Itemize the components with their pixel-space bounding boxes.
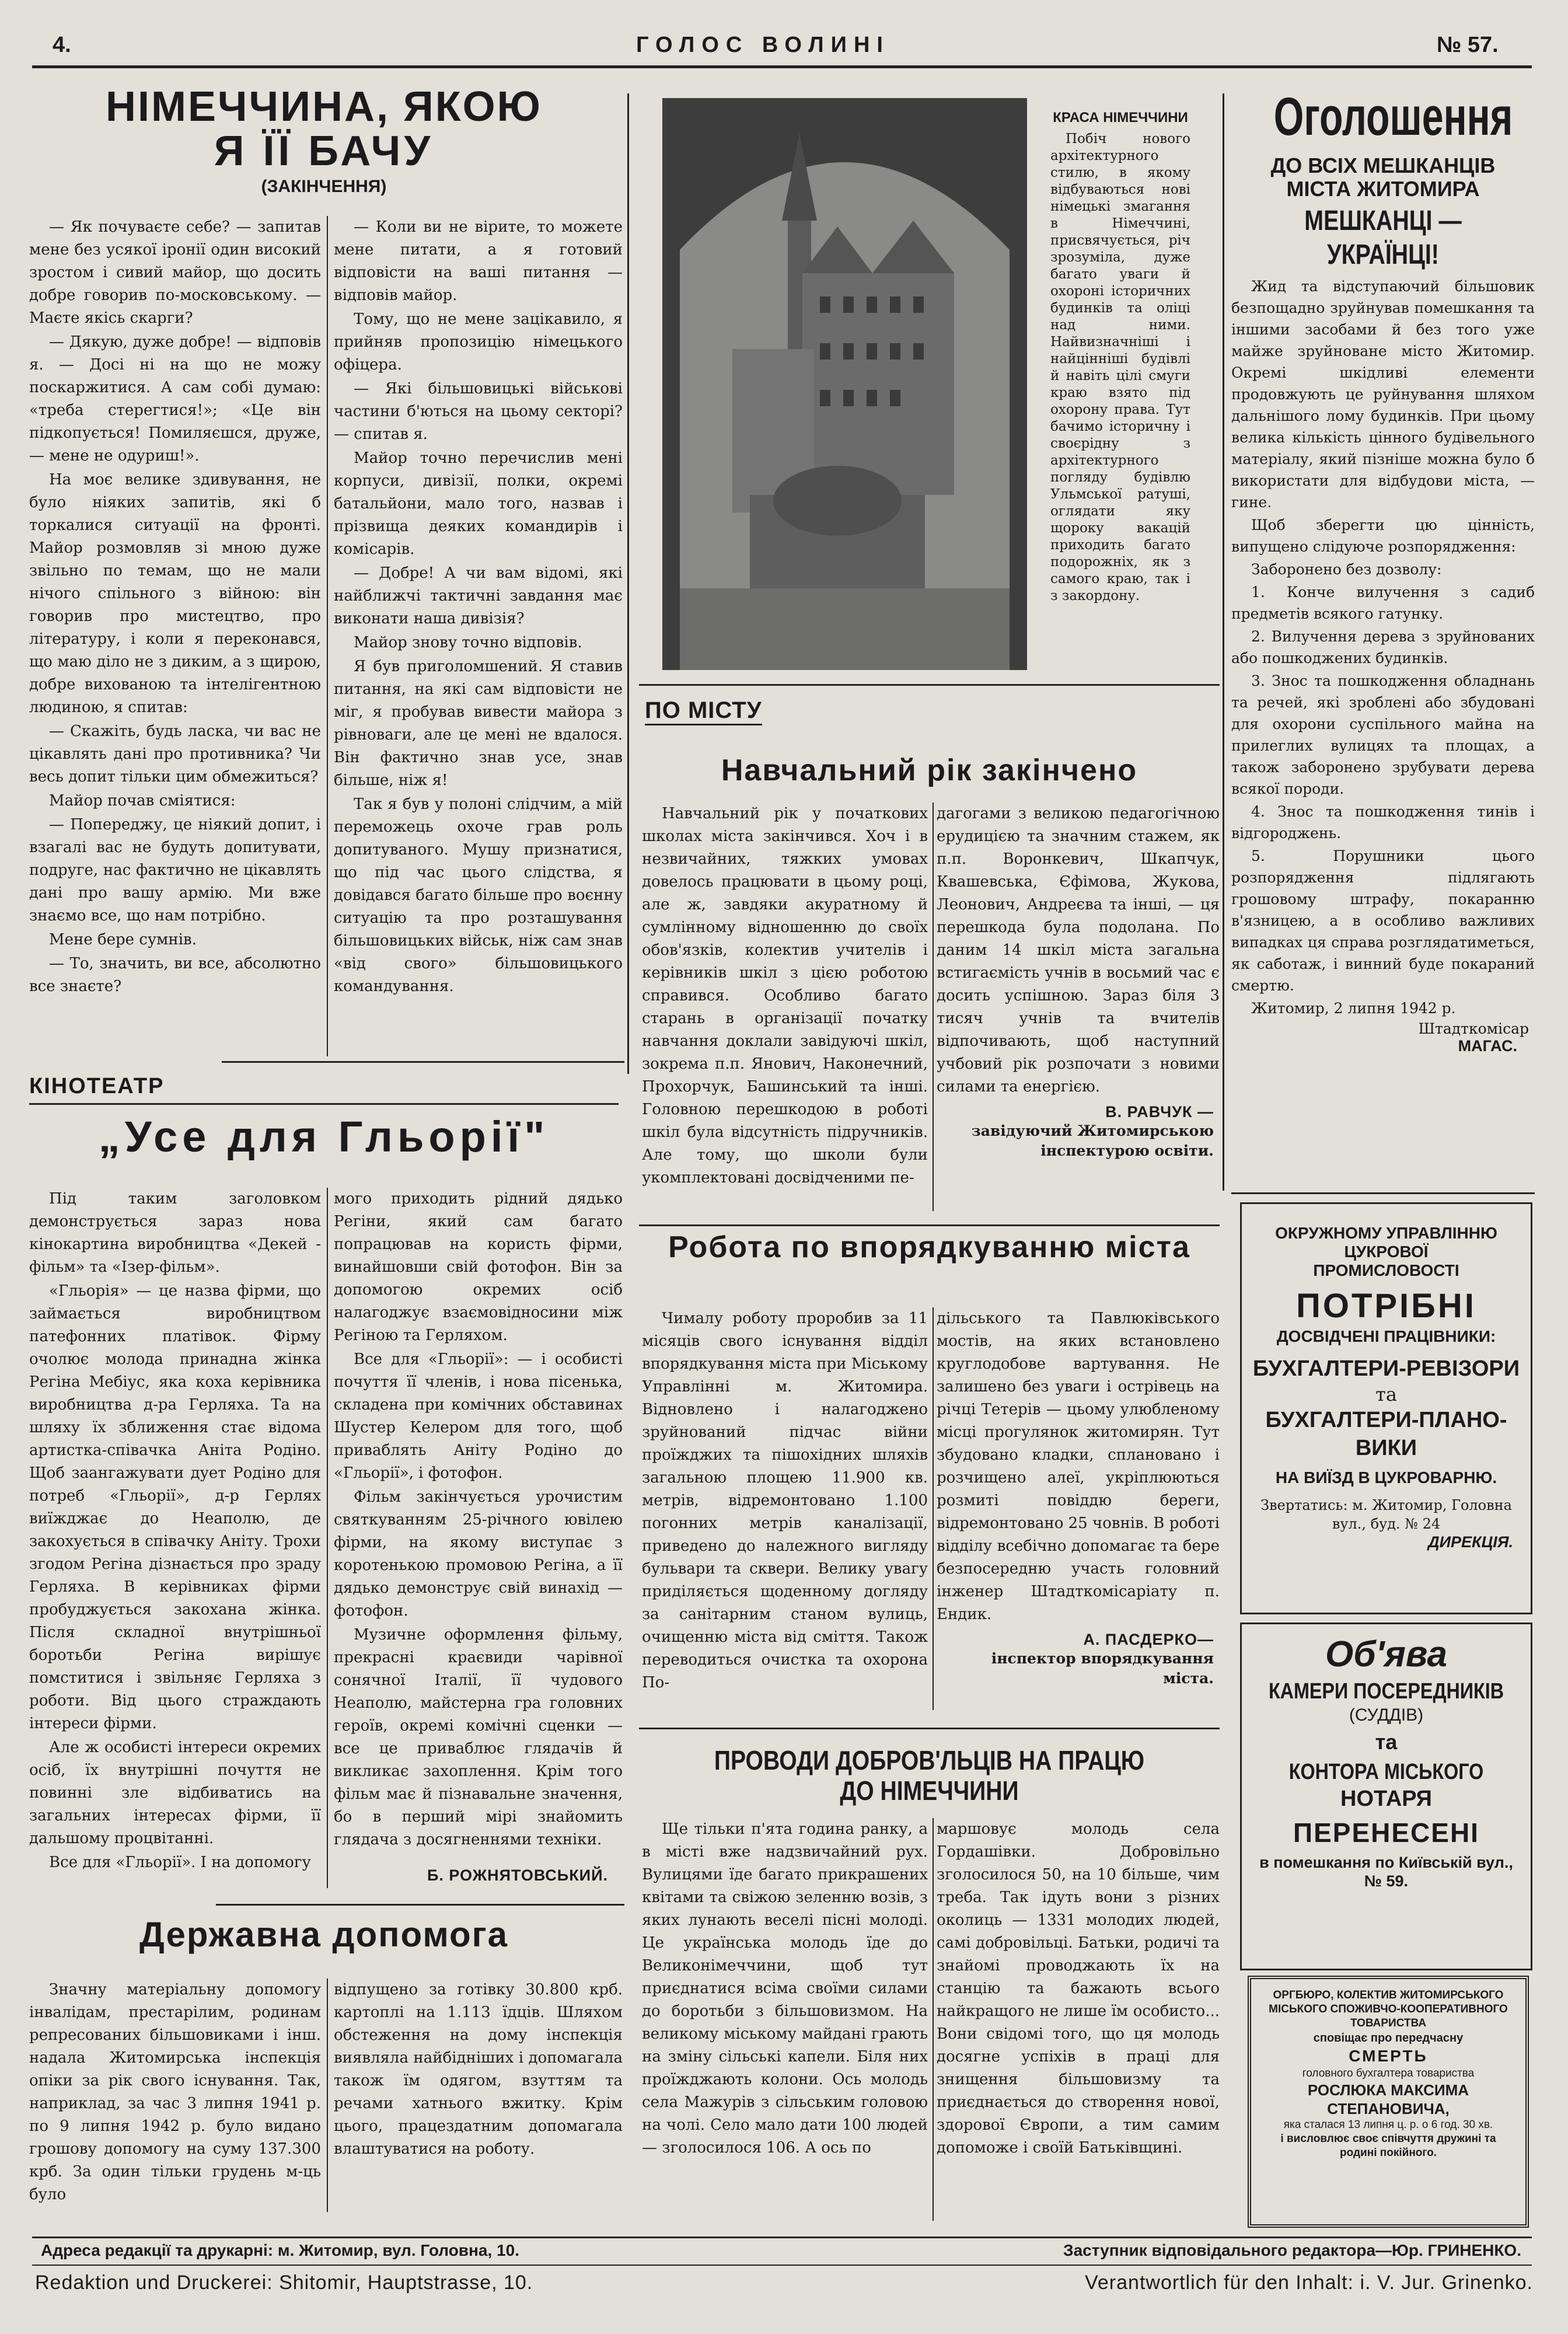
- paragraph: Майор почав сміятися:: [49, 792, 236, 810]
- announcement-title: Оголошення: [1273, 88, 1513, 146]
- footer-editor-de: Verantwortlich für den Inhalt: i. V. Jur. Grinenko.: [1085, 2272, 1533, 2294]
- paragraph: Значну матеріальну допомогу інвалідам, престарілим, родинам репресованих більшовиками і інш. надала Житомирська інспекція опіки за рік свого існування. Так, наприклад, за час 3 липня 1941 р. по 9 липня 1942 р. було видано грошову допомогу на суму 137.300 крб. За один тільки грудень м-ць було: [29, 1981, 321, 2203]
- obituary-org: ОРГБЮРО, КОЛЕКТИВ ЖИТОМИРСЬКОГО МІСЬКОГО СПОЖИВЧО-КООПЕРАТИВНОГО ТОВАРИСТВА: [1269, 1989, 1508, 2029]
- work-title: Робота по впорядкуванню міста: [668, 1230, 1190, 1264]
- notary-line-sub: (СУДДІВ): [1349, 1705, 1424, 1725]
- ad-position: БУХГАЛТЕРИ-РЕВІЗОРИ: [1252, 1356, 1520, 1381]
- school-author-role: завідуючий Житомирською інспектурою освіти.: [971, 1122, 1214, 1159]
- ad-position: БУХГАЛТЕРИ-ПЛАНО-: [1265, 1408, 1507, 1432]
- paragraph: — Добре! А чи вам відомі, які найближчі тактичні завдання має виконати наша дивізія?: [334, 564, 623, 627]
- ad-address: Звертатись: м. Житомир, Головна вул., буд. № 24: [1260, 1497, 1512, 1532]
- announcement-item: 4. Знос та пошкодження тинів і відгороджень.: [1231, 803, 1535, 842]
- kino-col1: [29, 1188, 321, 1911]
- paragraph: Так я був у полоні слідчим, а мій переможець охоче грав роль допитуваного. Мушу признатися, що під час цього слідства, я довідався багато більше про воєнну ситуацію та про розташування більшовицьких військ, ніж сам знав «від свого» більшовицького командування.: [334, 796, 623, 995]
- announcement-item: 1. Конче вилучення з садиб предметів всякого гатунку.: [1231, 584, 1535, 622]
- aid-col2: [334, 1979, 623, 2230]
- ad-position-line2: ВИКИ: [1355, 1436, 1417, 1460]
- work-col2: [937, 1307, 1220, 1716]
- paragraph: мого приходить рідний дядько Регіни, який сам багато попрацював на користь фірми, винайшовши свій фотофон. Він за допомогою окремих осіб налагоджує взаємовідносини між Регіною та Герляхом.: [334, 1190, 623, 1344]
- paragraph: — Попереджу, це ніякий допит, і взагалі вас не будуть допитувати, подруге, нас фактично не цікавлять дані про вашу армію. Ми вже знаємо все, що нам потрібно.: [29, 816, 321, 924]
- obituary-death: СМЕРТЬ: [1349, 2047, 1428, 2065]
- issue-number: № 57.: [1437, 33, 1499, 57]
- announcement-item: 3. Знос та пошкодження обладнань та речей, які зроблені або збудовані для охорони суспільного майна на прилеглих вулицях та площах, а також заборонено зрубувати дерева всякої породи.: [1231, 672, 1535, 797]
- announcement-purpose: Щоб зберегти цю цінність, випущено слідуюче розпорядження:: [1231, 517, 1535, 555]
- footer-rule: [32, 2265, 1532, 2266]
- notary-and: та: [1375, 1730, 1398, 1754]
- ad-signer: ДИРЕКЦІЯ.: [1428, 1533, 1513, 1551]
- ad-travel: НА ВИЇЗД В ЦУКРОВАРНЮ.: [1275, 1468, 1497, 1487]
- paragraph: Я був приголомшений. Я ставив питання, на які сам відповісти не міг, я пробував вивести майора з рівноваги, але це мені не вдалося. Він фактично знав усе, знав більше, ніж я!: [334, 658, 623, 789]
- vertical-rule: [1223, 93, 1224, 1191]
- notary-moved: ПЕРЕНЕСЕНІ: [1293, 1817, 1479, 1848]
- ad-to-line3: ПРОМИСЛОВОСТІ: [1313, 1261, 1459, 1279]
- page-number: 4.: [53, 33, 71, 57]
- section-rule: [29, 1103, 619, 1105]
- paragraph: Музичне оформлення фільму, прекрасні краєвиди чарівної сонячної Італії, її чудового Неаполю, майстерна гра головних героїв, окремі комічні сценки — все це приваблює глядачів й викликає захоплення. Крім того фільм має й пізнавальне значення, бо в перший мірі знайомить глядача з досягненнями техніки.: [334, 1626, 623, 1848]
- paragraph: На моє велике здивування, не було ніяких запитів, які б торкалися ситуації на фронті. Майор розмовляв зі мною дуже звільно по темам, що не мали нічого спільного з війною: він говорив про мистецтво, про літературу, і коли я переконався, що маю діло не з диким, а з щирою, добре вихованою та інтелігентною людиною, я спитав:: [29, 471, 321, 716]
- column-rule: [327, 1979, 328, 2212]
- paragraph: — Які більшовицькі військові частини б'ються на цьому секторі? — спитав я.: [334, 380, 623, 443]
- section-rule: [639, 684, 1220, 686]
- announcement-signer: МАГАС.: [1458, 1037, 1517, 1055]
- announcement-item: 2. Вилучення дерева з зруйнованих або пошкоджених будинків.: [1231, 628, 1535, 667]
- announcement-to-line2: МІСТА ЖИТОМИРА: [1286, 177, 1480, 201]
- newspaper-title: ГОЛОС ВОЛИНІ: [636, 33, 890, 57]
- column-rule: [327, 1188, 328, 1888]
- photo-illustration: [662, 98, 1027, 670]
- paragraph: Фільм закінчується урочистим святкуванням 25-річного ювілею фірми, на якому виступає з коротенькою промовою Регіна, а її дядько демонструє свій винахід — фотофон.: [334, 1488, 623, 1620]
- column-rule: [327, 216, 328, 1056]
- section-rule: [222, 1061, 624, 1063]
- paragraph: дагогами з великою педагогічною ерудицією та значним стажем, як п.п. Воронкевич, Шкапчук, Квашевська, Єфімова, Жукова, Леонович, Андреєва та інші, — ця перешкода була подолана. По даним 14 шкіл міста загальна встигаємість учнів в восьмий час є досить успішною. Зараз біля 3 тисяч учнів та вчителів відпочивають, щоб наступний учбовий рік розпочати з новими силами та енергією.: [937, 805, 1220, 1096]
- volunteers-title: ПРОВОДИ ДОБРОВ'ЛЬЦІВ НА ПРАЦЮ: [714, 1745, 1145, 1775]
- volunteers-title-line2: ДО НІМЕЧЧИНИ: [840, 1775, 1019, 1806]
- work-author-role: інспектор впорядкування міста.: [991, 1650, 1214, 1687]
- notary-line: КАМЕРИ ПОСЕРЕДНИКІВ: [1268, 1679, 1504, 1704]
- paragraph: Ще тільки п'ята година ранку, а в місті вже надзвичайний рух. Вулицями їде багато прикрашених квітами та свіжою зеленню возів, з яких лунають веселі пісні молоді. Це українська молодь їде до Великонімеччини, щоб тут приєднатися всіма своїми силами до боротьби з більшовизмом. На великому міському майдані грають на зміну сільські капели. Біля них проїжджають колони. Ось молодь села Мажурів з сільським головою на чолі. Село мало дати 100 людей — зголосилося 106. А ось по: [642, 1820, 928, 2157]
- school-col2: [937, 803, 1220, 1223]
- column-rule: [933, 803, 934, 1211]
- paragraph: дільського та Павлюківського мостів, на яких встановлено круглодобове вартування. Не залишено без уваги і острівець на річці Тетерів — цьому улюбленому місці прогулянок житомирян. Тут збудовано кладки, сплановано і розчищено алеї, укріплюються розмиті повіддю береги, відремонтовано 25 човнів. В роботі відділу всебічно допомагає та бере безпосередню участь головний інженер Штадткомісаріату п. Ендик.: [937, 1310, 1220, 1623]
- work-col1: [642, 1307, 928, 1716]
- school-author: В. РАВЧУК —: [1105, 1103, 1214, 1121]
- school-title: Навчальний рік закінчено: [721, 753, 1138, 787]
- obituary: [1248, 1976, 1529, 2228]
- ad-needed: ПОТРІБНІ: [1296, 1287, 1476, 1325]
- article-title: НІМЕЧЧИНА, ЯКОЮ: [106, 83, 542, 130]
- kino-title: „Усе для Гльорії": [98, 1112, 550, 1161]
- paragraph: Чималу роботу проробив за 11 місяців свого існування відділ впорядкування міста при Міському Управлінні м. Житомира. Відновлено і налагоджено зруйнований підчас війни проїжджих та пішохідних шляхів загальною площею 11.900 кв. метрів, відремонтовано 1.100 погонних метрів каналізації, приведено до належного вигляду бульвари та сквери. Велику увагу приділяється щоденному догляду за санітарним станом вулиць, очищенню міста від сміття. Також переводиться очистка та охорона По-: [642, 1310, 928, 1691]
- kino-col2: [334, 1188, 623, 1888]
- obituary-message: сповіщає про передчасну: [1313, 2032, 1464, 2045]
- aid-col1: [29, 1979, 321, 2230]
- volunteers-col2: [937, 1818, 1220, 2227]
- footer-rule: [32, 2237, 1532, 2238]
- announcement-intro: Жид та відступаючий більшовик безпощадно зруйнував помешкання та іншими засобами й без того уже майже зруйноване місто Житомир. Окремі шкідливі елементи продовжують це руйнування шляхом дальнішого лому будинків. При цьому велика кількість цінного будівельного матеріалу, який пізніше можна було б використати для відбудови міста, — гине.: [1231, 278, 1535, 511]
- announcement-signer-title: Штадткомісар: [1418, 1020, 1529, 1037]
- announcement-forbidden: Заборонено без дозволу:: [1251, 561, 1442, 578]
- ad-notary: [1240, 1623, 1532, 1970]
- paragraph: маршовує молодь села Гордашівки. Добровільно зголосилося 50, на 10 більше, чим треба. Так ідуть вони з різних околиць — 1331 молодих людей, самі добровільці. Батьки, родичі та знайомі проводжають їх на станцію та бажають всього найкращого не лише їм особисто... Вони свідомі того, що ця молодь досягне успіхів в праці для знищення більшовизму та приєднається до створення нової, здорової Європи, а тим самим допоможе і своїй Батьківщині.: [937, 1820, 1220, 2157]
- volunteers-col1: [642, 1818, 928, 2227]
- caption-title: КРАСА НІМЕЧЧИНИ: [1053, 110, 1188, 125]
- footer-address-de: Redaktion und Druckerei: Shitomir, Hauptstrasse, 10.: [35, 2272, 533, 2294]
- notary-title: Об'ява: [1325, 1634, 1447, 1674]
- vertical-rule: [627, 93, 629, 1074]
- ad-to: ОКРУЖНОМУ УПРАВЛІННЮ: [1275, 1224, 1497, 1242]
- paragraph: Все для «Гльорії»: — і особисті почуття її членів, і нова пісенька, складена при комічних обставинах Шустер Келером для того, щоб приваблять Аніту Родіно до «Гльорії», і фотофон.: [334, 1351, 623, 1482]
- notary-line: НОТАРЯ: [1340, 1787, 1432, 1811]
- aid-title: Державна допомога: [139, 1915, 508, 1954]
- paragraph: Мене бере сумнів.: [49, 931, 197, 948]
- paragraph: — Скажіть, будь ласка, чи вас не цікавлять дані про противника? Чи весь допит тільки цим обмежиться?: [29, 723, 321, 786]
- paragraph: Майор знову точно відповів.: [354, 634, 582, 651]
- ad-sugar-industry: [1240, 1202, 1532, 1614]
- paragraph: Під таким заголовком демонструється зараз нова кінокартина виробництва «Декей - фільм» та «Ізер-фільм».: [29, 1190, 321, 1276]
- footer-address-ua: Адреса редакції та друкарні: м. Житомир, вул. Головна, 10.: [41, 2241, 519, 2259]
- notary-line: КОНТОРА МІСЬКОГО: [1288, 1760, 1484, 1784]
- header-rule: [32, 65, 1532, 68]
- paragraph: Тому, що не мене зацікавило, я прийняв пропозицію німецького офіцера.: [334, 310, 623, 374]
- ad-experienced: ДОСВІДЧЕНІ ПРАЦІВНИКИ:: [1276, 1327, 1496, 1345]
- announcement-to: ДО ВСІХ МЕШКАНЦІВ: [1270, 153, 1496, 177]
- notary-where: в помешкання по Київській вул., № 59.: [1259, 1854, 1513, 1890]
- paragraph: Майор точно перечислив мені корпуси, дивізії, полки, окремі батальйони, мало того, назвав і прізвища деяких командирів і комісарів.: [334, 449, 623, 558]
- obituary-when: яка сталася 13 липня ц. р. о 6 год. 30 хв.: [1283, 2119, 1493, 2131]
- section-rule: [1231, 1192, 1535, 1194]
- paragraph: — То, значить, ви все, абсолютно все знаєте?: [29, 955, 321, 995]
- photo-caption: [1050, 110, 1190, 605]
- paragraph: — Як почуваєте себе? — запитав мене без усякої іронії один високий зростом і сивий майор, що досить добре говорив по-московському. — Маєте якісь скарги?: [29, 218, 321, 327]
- footer-editor-ua: Заступник відповідального редактора—Юр. ГРИНЕНКО.: [1063, 2241, 1521, 2259]
- kino-author: Б. РОЖНЯТОВСЬКИЙ.: [427, 1866, 608, 1884]
- announcement-item: 5. Порушники цього розпорядження підлягають грошовому штрафу, покаранню в'язницею, а в особливо важливих випадках ця справа розглядатиметься, як саботаж, і винний буде покараний смертю.: [1231, 847, 1535, 994]
- ad-and: та: [1375, 1383, 1397, 1405]
- obituary-sympathy: і висловлює своє співчуття дружині та родині покійного.: [1280, 2133, 1496, 2159]
- section-rule: [639, 1728, 1220, 1729]
- article-germany-col1: [29, 216, 321, 1062]
- column-rule: [933, 1307, 934, 1710]
- school-col1: [642, 803, 928, 1223]
- obituary-name: РОСЛЮКА МАКСИМА СТЕПАНОВИЧА,: [1307, 2081, 1469, 2117]
- paragraph: відпущено за готівку 30.800 крб. картоплі на 1.113 їдців. Шляхом обстеження на дому інспекція виявляла найбідніших і допомагала також їм одягом, взуттям та речами хатнього вжитку. Крім цього, працездатним допомагала влаштуватися на роботу.: [334, 1981, 623, 2158]
- paragraph: — Дякую, дуже добре! — відповів я. — Досі ні на що не можу поскаржитися. А сам собі думаю: «треба стерегтися!»; «Це він підкопується! Помиляєшся, друже, — мене не одуриш!».: [29, 333, 321, 465]
- paragraph: «Гльорія» — це назва фірми, що займається виробництвом патефонних платівок. Фірму очолює молода принадна жінка Регіна Мебіус, яка коха керівника виробництва д-ра Герляха. Та на шляху їх зближення стає відома артистка-співачка Аніта Родіно. Щоб заангажувати дует Родіно для потреб «Гльорії», д-р Герлях виїжджає до Неаполю, де закохується в співачку Аніту. Трохи згодом Регіна дізнається про зраду Герляха. В керівниках фірми пробуджується закохана жінка. Після складної внутрішньої боротьби Регіна вирішує помститися і звільняє Герляха з роботи. Від цього страждають інтереси фірми.: [29, 1282, 321, 1732]
- ulm-town-hall-photo: [662, 98, 1027, 670]
- section-rule: [639, 1224, 1220, 1226]
- article-title-line2: Я ЇЇ БАЧУ: [214, 128, 434, 175]
- kino-section-label: КІНОТЕАТР: [29, 1074, 165, 1098]
- paragraph: Навчальний рік у початкових школах міста закінчився. Хоч і в незвичайних, тяжких умовах довелось працювати в цьому році, але ж, завдяки акуратному й сумлінному відношенню до своїх обов'язків, колектив учителів і керівників шкіл з цією роботою справився. Особливо багато старань в організації початку навчання доклали завідуючі шкіл, зокрема п.п. Янович, Наконечний, Прохорчук, Башинський та інші. Головною перешкодою в роботі шкіл була відсутність підручників. Але тому, що школи були укомплектовані досвідченими пе-: [642, 805, 928, 1187]
- announcement-date: Житомир, 2 липня 1942 р.: [1251, 1000, 1456, 1017]
- paragraph: — Коли ви не вірите, то можете мене питати, а я готовий відповісти на ваші питання — відповів майор.: [334, 218, 623, 304]
- article-germany-col2: [334, 216, 623, 1062]
- city-section-label: ПО МІСТУ: [645, 697, 762, 725]
- section-rule: [216, 1904, 624, 1906]
- announcement: [1231, 88, 1535, 1191]
- announcement-appeal: МЕШКАНЦІ — УКРАЇНЦІ!: [1304, 205, 1462, 270]
- ad-to-line2: ЦУКРОВОЇ: [1344, 1243, 1429, 1261]
- article-subtitle: (ЗАКІНЧЕННЯ): [261, 177, 387, 196]
- column-rule: [933, 1818, 934, 2221]
- work-author: А. ПАСДЕРКО—: [1083, 1631, 1214, 1648]
- obituary-role: головного бухгалтера товариства: [1302, 2067, 1475, 2080]
- paragraph: Все для «Гльорії». І на допомогу: [49, 1854, 311, 1871]
- paragraph: Але ж особисті інтереси окремих осіб, їх внутрішні почуття не повинні зле відбиватись на загальних інтересах фірми, її дальшому процвітанні.: [29, 1739, 321, 1847]
- caption-text: Побіч нового архітектурного стилю, в якому відбуваються нові німецькі змагання в Німеччині, присвячується, річ зрозуміла, дуже багато уваги й охороні історичних будинків та оліці над ними. Найвизначніші і найцінніші будівлі й навіть цілі смуги краю взято під охорону права. Тут бачимо історичну і своєрідну з архітектурного погляду будівлю Ульмської ратуші, оглядати яку щороку вакацій приходить багато подорожніх, як з самого краю, так і з закордону.: [1050, 131, 1190, 603]
